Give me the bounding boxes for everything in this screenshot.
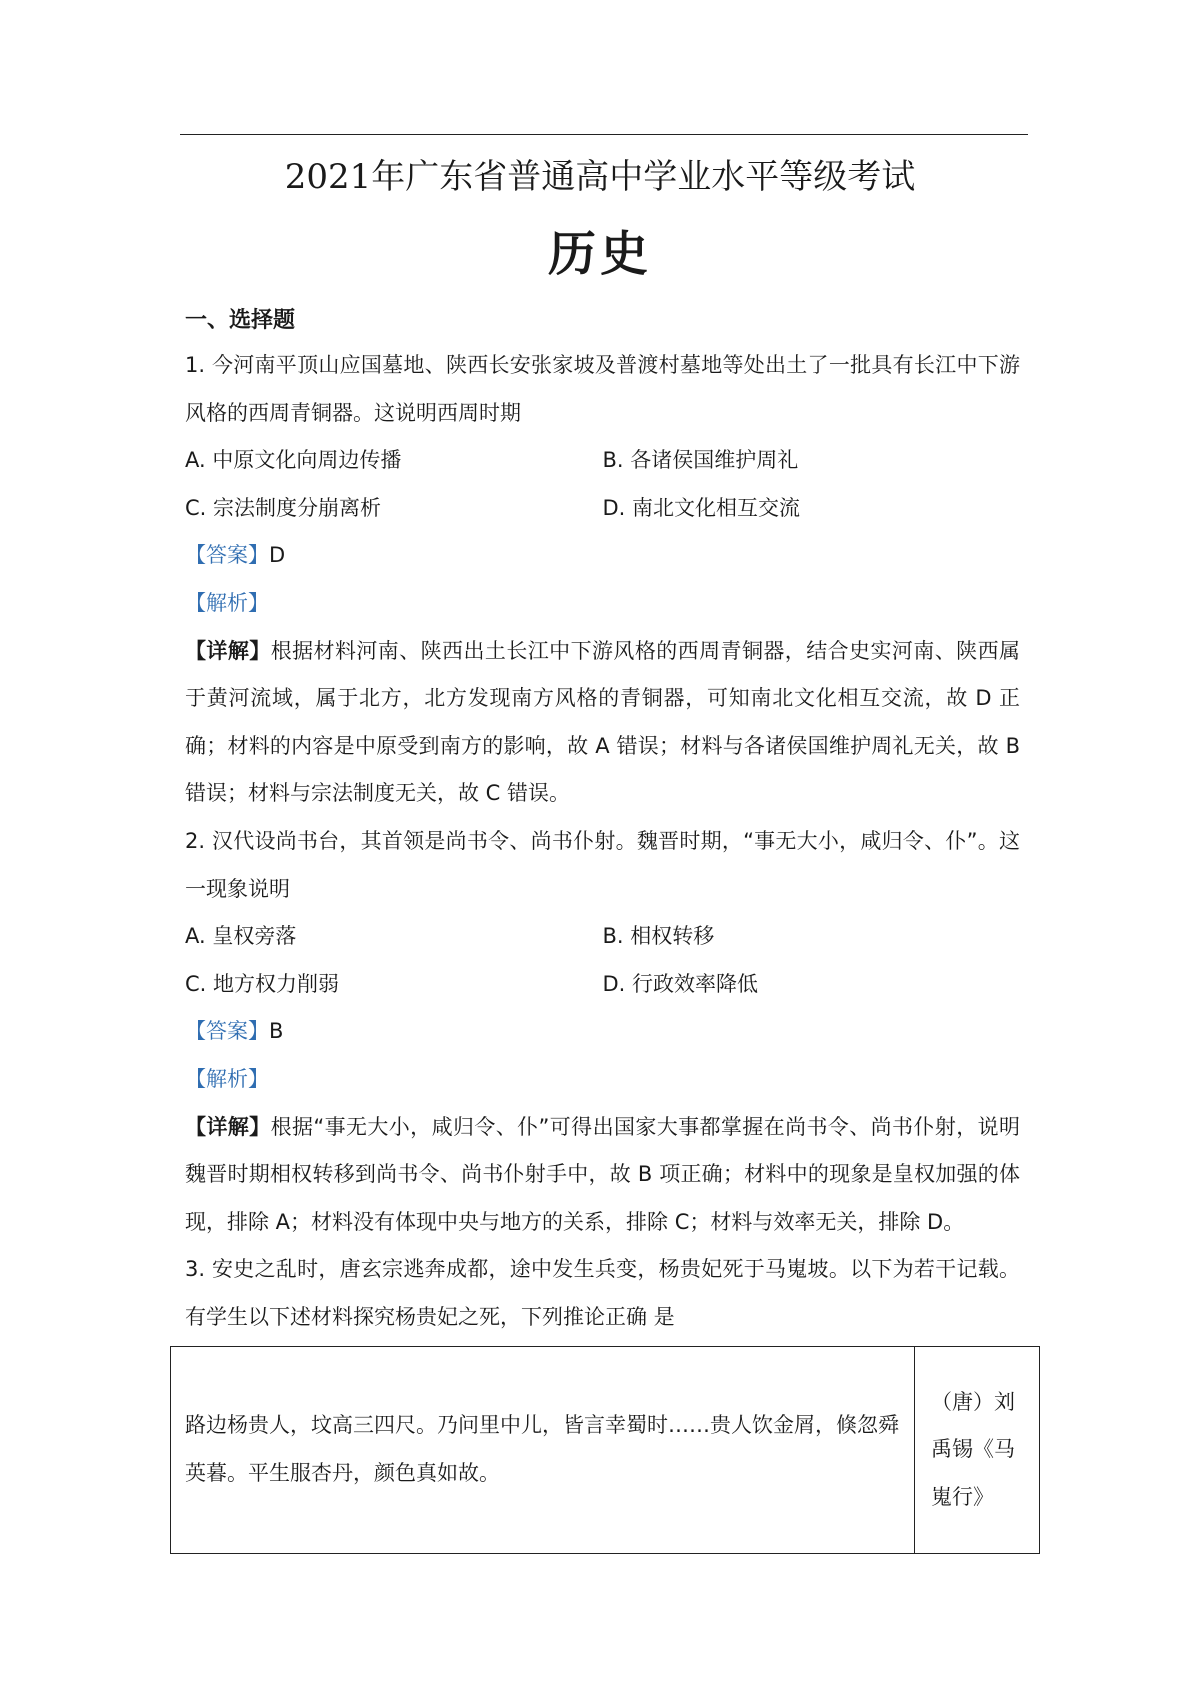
answer-line bbox=[185, 1008, 1020, 1056]
answer-label: 【答案】 bbox=[185, 543, 269, 568]
option-a: A. 中原文化向周边传播 bbox=[185, 448, 402, 473]
poem-text: 路边杨贵人，坟高三四尺。乃问里中儿，皆言幸蜀时……贵人饮金屑，倏忽舜英暮。平生服杏丹，颜色真如故。 bbox=[171, 1347, 915, 1554]
question-content bbox=[185, 300, 1020, 1341]
analysis-line bbox=[185, 1056, 1020, 1104]
question-stem: 1. 今河南平顶山应国墓地、陕西长安张家坡及普渡村墓地等处出土了一批具有长江中下游风格的西周青铜器。这说明西周时期 bbox=[185, 353, 1020, 425]
analysis-label: 【解析】 bbox=[185, 590, 269, 615]
question-2 bbox=[185, 818, 1020, 1246]
question-stem: 2. 汉代设尚书台，其首领是尚书令、尚书仆射。魏晋时期，“事无大小，咸归令、仆”。这一现象说明 bbox=[185, 828, 1020, 901]
analysis-line bbox=[185, 580, 1020, 628]
detail-text: 根据材料河南、陕西出土长江中下游风格的西周青铜器，结合史实河南、陕西属于黄河流域，属于北方，北方发现南方风格的青铜器，可知南北文化相互交流，故 D 正确；材料的内容是中原受到南方的影响，故 A 错误；材料与各诸侯国维护周礼无关，故 B 错误；材料与宗法制度无关，故 C 错误。 bbox=[185, 638, 1021, 806]
analysis-label: 【解析】 bbox=[185, 1066, 269, 1091]
exam-title: 2021年广东省普通高中学业水平等级考试 bbox=[284, 157, 916, 197]
option-b: B. 相权转移 bbox=[602, 924, 715, 949]
detail-text: 根据“事无大小，咸归令、仆”可得出国家大事都掌握在尚书令、尚书仆射，说明魏晋时期相权转移到尚书令、尚书仆射手中，故 B 项正确；材料中的现象是皇权加强的体现，排除 A；材料没有体现中央与地方的关系，排除 C；材料与效率无关，排除 D。 bbox=[185, 1114, 1020, 1234]
answer-label: 【答案】 bbox=[185, 1019, 269, 1044]
detail-paragraph bbox=[185, 1104, 1020, 1247]
option-d: D. 南北文化相互交流 bbox=[602, 495, 801, 520]
section-heading: 一、选择题 bbox=[185, 308, 296, 333]
header-rule bbox=[180, 134, 1028, 135]
answer-value: D bbox=[269, 543, 286, 568]
option-a: A. 皇权旁落 bbox=[185, 924, 297, 949]
question-3 bbox=[185, 1246, 1020, 1341]
detail-label: 【详解】 bbox=[185, 638, 271, 663]
option-d: D. 行政效率降低 bbox=[602, 971, 759, 996]
subject-title: 历史 bbox=[547, 226, 652, 282]
options bbox=[185, 913, 1020, 1008]
option-b: B. 各诸侯国维护周礼 bbox=[602, 448, 799, 473]
option-c: C. 宗法制度分崩离析 bbox=[185, 495, 382, 520]
question-1 bbox=[185, 342, 1020, 818]
answer-line bbox=[185, 532, 1020, 580]
answer-value: B bbox=[269, 1019, 284, 1044]
source-table bbox=[170, 1346, 1040, 1554]
table-row bbox=[171, 1347, 1040, 1554]
options bbox=[185, 437, 1020, 532]
source-author: （唐）刘禹锡《马嵬行》 bbox=[915, 1347, 1040, 1554]
detail-label: 【详解】 bbox=[185, 1114, 271, 1139]
question-stem: 3. 安史之乱时，唐玄宗逃奔成都，途中发生兵变，杨贵妃死于马嵬坡。以下为若干记载。有学生以下述材料探究杨贵妃之死，下列推论正确 是 bbox=[185, 1257, 1020, 1329]
detail-paragraph bbox=[185, 628, 1020, 818]
option-c: C. 地方权力削弱 bbox=[185, 971, 340, 996]
